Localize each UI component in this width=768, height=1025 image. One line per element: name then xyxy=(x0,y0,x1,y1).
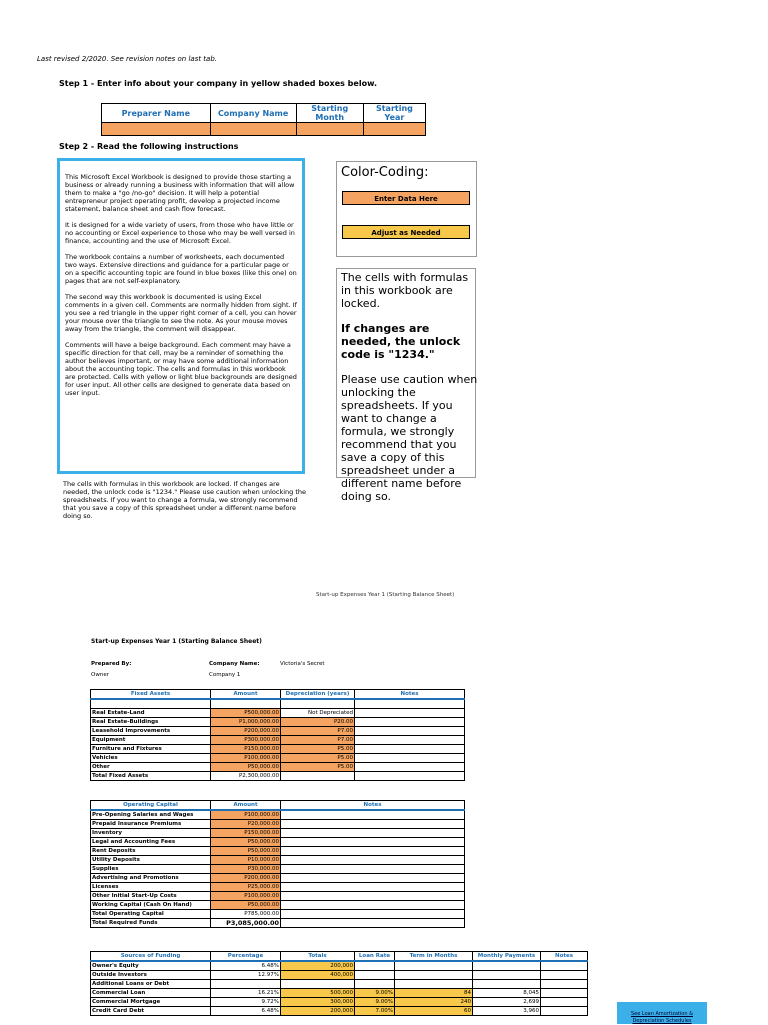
table-row: Advertising and Promotions P200,000.00 xyxy=(91,874,465,883)
table-row: Credit Card Debt 6.48% 200,000 7.00% 60 3,960 xyxy=(91,1007,588,1016)
table-row: Additional Loans or Debt xyxy=(91,980,588,989)
total-fixed-assets: P2,300,000.00 xyxy=(211,772,281,781)
amount-cell[interactable]: P50,000.00 xyxy=(211,763,281,772)
totals-cell[interactable]: 200,000 xyxy=(281,1007,355,1016)
amount-cell[interactable]: P10,000.00 xyxy=(211,856,281,865)
table-row: Supplies P30,000.00 xyxy=(91,865,465,874)
loan-rate-cell[interactable]: 7.00% xyxy=(355,1007,395,1016)
table-row: Furniture and Fixtures P150,000.00 P5.00 xyxy=(91,745,465,754)
totals-cell[interactable]: 300,000 xyxy=(281,998,355,1007)
loan-rate-header: Loan Rate xyxy=(355,952,395,962)
instruction-paragraph: The second way this workbook is documented is using Excel comments in a given cell. Comments are normally hidden from sight. If you see a red triangle in the upper right corner of a cell, you can hover your mouse over the triangle to see the note. As your mouse moves away from the triangle, the comment will disappear. xyxy=(65,293,297,333)
depreciation-cell[interactable]: P5.00 xyxy=(281,763,355,772)
amount-cell[interactable]: P100,000.00 xyxy=(211,754,281,763)
amount-cell[interactable]: P100,000.00 xyxy=(211,810,281,820)
table-row: Legal and Accounting Fees P50,000.00 xyxy=(91,838,465,847)
total-operating-capital: P785,000.00 xyxy=(211,910,281,919)
preparer-name-header: Preparer Name xyxy=(102,104,211,123)
totals-cell[interactable]: 500,000 xyxy=(281,989,355,998)
table-row: Real Estate-Buildings P1,000,000.00 P20.00 xyxy=(91,718,465,727)
term-cell[interactable]: 60 xyxy=(395,1007,473,1016)
enter-data-swatch: Enter Data Here xyxy=(342,191,470,205)
term-cell[interactable]: 84 xyxy=(395,989,473,998)
sources-header: Sources of Funding xyxy=(91,952,211,962)
amount-cell[interactable]: P150,000.00 xyxy=(211,829,281,838)
amount-cell[interactable]: P200,000.00 xyxy=(211,874,281,883)
starting-month-header: Starting Month xyxy=(296,104,363,123)
starting-year-header: Starting Year xyxy=(363,104,425,123)
depreciation-cell[interactable]: P7.00 xyxy=(281,727,355,736)
amount-cell[interactable]: P50,000.00 xyxy=(211,838,281,847)
amount-header: Amount xyxy=(211,801,281,811)
depreciation-cell[interactable]: P7.00 xyxy=(281,736,355,745)
operating-capital-table xyxy=(90,800,465,928)
color-coding-title: Color-Coding: xyxy=(341,165,429,180)
table-row: Outside Investors 12.97% 400,000 xyxy=(91,971,588,980)
table-row: Other P50,000.00 P5.00 xyxy=(91,763,465,772)
amount-cell[interactable]: P50,000.00 xyxy=(211,847,281,856)
company-info-table xyxy=(101,103,426,136)
table-row: Utility Deposits P10,000.00 xyxy=(91,856,465,865)
fixed-assets-header: Fixed Assets xyxy=(91,690,211,700)
amount-cell[interactable]: P20,000.00 xyxy=(211,820,281,829)
table-row: Inventory P150,000.00 xyxy=(91,829,465,838)
totals-header: Totals xyxy=(281,952,355,962)
step1-heading: Step 1 - Enter info about your company in yellow shaded boxes below. xyxy=(59,79,377,88)
amount-cell[interactable]: P100,000.00 xyxy=(211,892,281,901)
table-row: Working Capital (Cash On Hand) P50,000.00 xyxy=(91,901,465,910)
totals-cell[interactable]: 200,000 xyxy=(281,961,355,971)
depreciation-cell[interactable]: P5.00 xyxy=(281,745,355,754)
total-required-funds: P3,085,000.00 xyxy=(211,919,281,928)
table-row: Leasehold Improvements P200,000.00 P7.00 xyxy=(91,727,465,736)
loan-rate-cell[interactable]: 9.00% xyxy=(355,998,395,1007)
depreciation-cell[interactable]: P20.00 xyxy=(281,718,355,727)
amount-cell[interactable]: P50,000.00 xyxy=(211,901,281,910)
company-name-header: Company Name xyxy=(210,104,296,123)
instruction-paragraph: Comments will have a beige background. Each comment may have a specific direction for that cell, may be a reminder of something the author believes important, or may have some additional information about the accounting topic. The cells and formulas in this workbook are protected. Cells with yellow or light blue backgrounds are designed for user input. All other cells are designed to generate data based on user input. xyxy=(65,341,297,397)
company-name-value-2: Company 1 xyxy=(209,672,241,678)
company-name-label: Company Name: xyxy=(209,661,260,667)
notes-header: Notes xyxy=(355,690,465,700)
table-row: Commercial Loan 16.21% 500,000 9.00% 84 8,045 xyxy=(91,989,588,998)
prepared-by-label: Prepared By: xyxy=(91,661,132,667)
table-row: Owner's Equity 6.48% 200,000 xyxy=(91,961,588,971)
amount-cell[interactable]: P200,000.00 xyxy=(211,727,281,736)
lock-note xyxy=(341,271,479,515)
amount-cell[interactable]: P1,000,000.00 xyxy=(211,718,281,727)
table-row: Real Estate-Land P500,000.00 Not Depreciated xyxy=(91,709,465,718)
starting-month-input[interactable] xyxy=(296,123,363,136)
lock-note-p3: Please use caution when unlocking the spreadsheets. If you want to change a formula, we strongly recommend that you save a copy of this spreadsheet under a different name before doing so. xyxy=(341,373,478,503)
amount-cell[interactable]: P300,000.00 xyxy=(211,736,281,745)
starting-year-input[interactable] xyxy=(363,123,425,136)
table-row: Licenses P25,000.00 xyxy=(91,883,465,892)
amount-header: Amount xyxy=(211,690,281,700)
totals-cell[interactable]: 400,000 xyxy=(281,971,355,980)
loan-rate-cell[interactable]: 9.00% xyxy=(355,989,395,998)
table-row: Equipment P300,000.00 P7.00 xyxy=(91,736,465,745)
lock-instructions-text: The cells with formulas in this workbook are locked. If changes are needed, the unlock code is "1234." Please use caution when unlocking the spreadsheets. If you want to change a formula, we strongly recommend that you save a copy of this spreadsheet under a different name before doing so. xyxy=(63,480,307,520)
instruction-paragraph: It is designed for a wide variety of users, from those who have little or no accounting or Excel experience to those who may be well versed in finance, accounting and the use of Microsoft Excel. xyxy=(65,221,295,245)
fixed-assets-table xyxy=(90,689,465,781)
depreciation-header: Depreciation (years) xyxy=(281,690,355,700)
sources-of-funding-table xyxy=(90,951,588,1016)
table-row: Prepaid Insurance Premiums P20,000.00 xyxy=(91,820,465,829)
amount-cell[interactable]: P500,000.00 xyxy=(211,709,281,718)
instructions-box xyxy=(57,158,305,474)
table-row: Commercial Mortgage 9.72% 300,000 9.00% 240 2,699 xyxy=(91,998,588,1007)
preparer-name-input[interactable] xyxy=(102,123,211,136)
revision-note: Last revised 2/2020. See revision notes on last tab. xyxy=(37,55,218,63)
adjust-swatch: Adjust as Needed xyxy=(342,225,470,239)
sheet-title: Start-up Expenses Year 1 (Starting Balance Sheet) xyxy=(91,638,262,645)
total-row: Total Operating Capital P785,000.00 xyxy=(91,910,465,919)
amount-cell[interactable]: P25,000.00 xyxy=(211,883,281,892)
prepared-by-value: Owner xyxy=(91,672,109,678)
amount-cell[interactable]: P150,000.00 xyxy=(211,745,281,754)
instruction-paragraph: The workbook contains a number of worksheets, each documented two ways. Extensive directions and guidance for a particular page or on a specific accounting topic are found in blue boxes (like this one) on pages that are not self-explanatory. xyxy=(65,253,297,285)
percentage-header: Percentage xyxy=(211,952,281,962)
loan-amortization-link[interactable]: See Loan Amortization & Depreciation Schedules xyxy=(617,1002,707,1024)
sheet-header-title: Start-up Expenses Year 1 (Starting Balance Sheet) xyxy=(316,592,455,598)
unlock-code-note: If changes are needed, the unlock code is "1234." xyxy=(341,322,461,361)
total-row: Total Required Funds P3,085,000.00 xyxy=(91,919,465,928)
monthly-payments-header: Monthly Payments xyxy=(473,952,541,962)
term-header: Term in Months xyxy=(395,952,473,962)
table-row: Vehicles P100,000.00 P5.00 xyxy=(91,754,465,763)
step2-heading: Step 2 - Read the following instructions xyxy=(59,142,239,151)
table-row: Pre-Opening Salaries and Wages P100,000.00 xyxy=(91,810,465,820)
operating-capital-header: Operating Capital xyxy=(91,801,211,811)
depreciation-cell[interactable]: P5.00 xyxy=(281,754,355,763)
total-row: Total Fixed Assets P2,300,000.00 xyxy=(91,772,465,781)
table-row: Rent Deposits P50,000.00 xyxy=(91,847,465,856)
amount-cell[interactable]: P30,000.00 xyxy=(211,865,281,874)
company-name-value: Victoria's Secret xyxy=(280,661,325,667)
term-cell[interactable]: 240 xyxy=(395,998,473,1007)
company-name-input[interactable] xyxy=(210,123,296,136)
lock-note-p1: The cells with formulas in this workbook are locked. xyxy=(341,271,469,310)
notes-header: Notes xyxy=(541,952,588,962)
instruction-paragraph: This Microsoft Excel Workbook is designed to provide those starting a business or already running a business with information that will allow them to make a "go /no-go" decision. It will help a potential entrepreneur project operating profit, develop a projected income statement, balance sheet and cash flow forecast. xyxy=(65,173,295,213)
notes-header: Notes xyxy=(281,801,465,811)
table-row: Other Initial Start-Up Costs P100,000.00 xyxy=(91,892,465,901)
